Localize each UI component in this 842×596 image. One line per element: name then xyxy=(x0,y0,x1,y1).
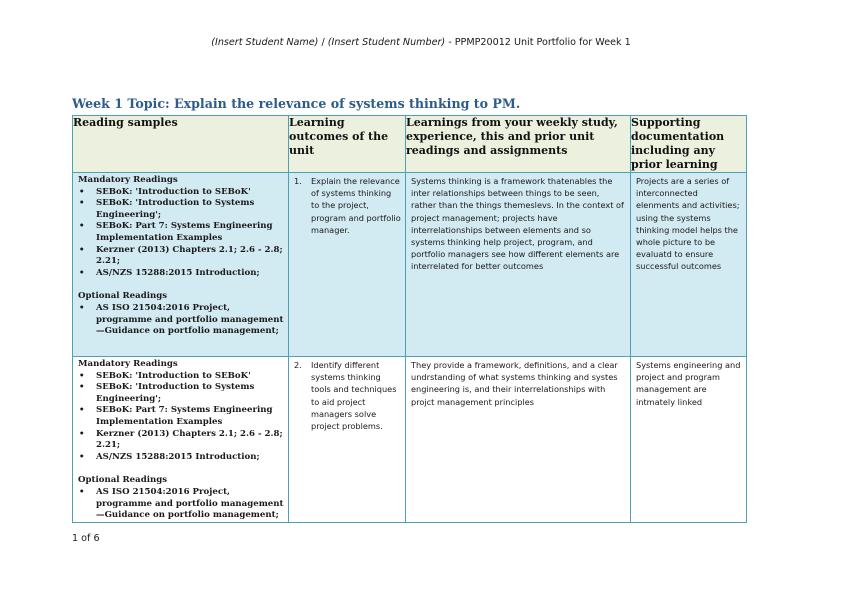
reading-cell xyxy=(73,357,289,523)
outcome-text: Identify different systems thinking tools and techniques to aid project managers solve project problems. xyxy=(311,360,397,432)
list-item: • AS/NZS 15288:2015 Introduction; xyxy=(96,268,284,280)
outcome-cell xyxy=(289,357,406,523)
optional-readings-title: Optional Readings xyxy=(78,291,168,302)
list-item: • SEBoK: 'Introduction to SEBoK' xyxy=(96,187,284,199)
support-cell xyxy=(631,173,747,357)
optional-readings-list xyxy=(78,487,284,522)
header-reading-samples: Reading samples xyxy=(73,116,289,173)
portfolio-table xyxy=(72,115,747,523)
list-item: • AS ISO 21504:2016 Project, programme and portfolio management—Guidance on portfolio management; xyxy=(96,303,284,338)
header-learning-outcomes: Learning outcomes of the unit xyxy=(289,116,406,173)
outcome-number: 2. xyxy=(294,360,302,370)
header-learnings: Learnings from your weekly study, experience, this and prior unit readings and assignments xyxy=(406,116,631,173)
reading-cell xyxy=(73,173,289,357)
header-suffix: - PPMP20012 Unit Portfolio for Week 1 xyxy=(445,37,631,48)
header-supporting-docs: Supporting documentation including any prior learning xyxy=(631,116,747,173)
student-name-placeholder: (Insert Student Name) xyxy=(211,37,319,48)
mandatory-readings-list xyxy=(78,187,284,280)
header-separator: / xyxy=(318,37,328,48)
list-item: • Kerzner (2013) Chapters 2.1; 2.6 - 2.8; 2.21; xyxy=(96,245,284,268)
learning-cell xyxy=(406,173,631,357)
page-number: 1 of 6 xyxy=(72,533,100,544)
outcome-number: 1. xyxy=(294,176,302,186)
optional-readings-list xyxy=(78,303,284,338)
list-item: • SEBoK: Part 7: Systems Engineering Implementation Examples xyxy=(96,221,284,244)
table-row xyxy=(73,357,747,523)
support-text: Systems engineering and project and program management are intmately linked xyxy=(636,360,741,407)
list-item: • SEBoK: 'Introduction to Systems Engineering'; xyxy=(96,382,284,405)
mandatory-readings-title: Mandatory Readings xyxy=(78,175,178,185)
learning-cell xyxy=(406,357,631,523)
mandatory-readings-list xyxy=(78,371,284,464)
list-item: • SEBoK: 'Introduction to SEBoK' xyxy=(96,371,284,383)
outcome-cell xyxy=(289,173,406,357)
support-text: Projects are a series of interconnected elenments and activities; using the systems thinking model helps the whole picture to be evaluatd to ensure successful outcomes xyxy=(636,176,740,272)
mandatory-readings-title: Mandatory Readings xyxy=(78,359,178,369)
list-item: • AS ISO 21504:2016 Project, programme and portfolio management—Guidance on portfolio management; xyxy=(96,487,284,522)
week-topic-heading: Week 1 Topic: Explain the relevance of systems thinking to PM. xyxy=(72,96,521,111)
optional-readings-title: Optional Readings xyxy=(78,475,168,486)
student-number-placeholder: (Insert Student Number) xyxy=(327,37,446,48)
list-item: • SEBoK: 'Introduction to Systems Engineering'; xyxy=(96,198,284,221)
list-item: • Kerzner (2013) Chapters 2.1; 2.6 - 2.8; 2.21; xyxy=(96,429,284,452)
table-row xyxy=(73,173,747,357)
page-header xyxy=(0,37,842,48)
list-item: • AS/NZS 15288:2015 Introduction; xyxy=(96,452,284,464)
support-cell xyxy=(631,357,747,523)
list-item: • SEBoK: Part 7: Systems Engineering Implementation Examples xyxy=(96,405,284,428)
learning-text: They provide a framework, definitions, and a clear undrstanding of what systems thinking and systes engineering is, and their interrelationships with projct management principles xyxy=(411,360,618,407)
learning-text: Systems thinking is a framework thatenables the inter relationships between things to be seen, rather than the things themeslevs. In the context of project management; projects have interrelationships between elements and so systems thinking help project, program, and portfolio managers see how different elements are interrelated for better outcomes xyxy=(411,176,624,272)
table-header-row xyxy=(73,116,747,173)
outcome-text: Explain the relevance of systems thinking to the project, program and portfolio manager. xyxy=(311,176,401,235)
